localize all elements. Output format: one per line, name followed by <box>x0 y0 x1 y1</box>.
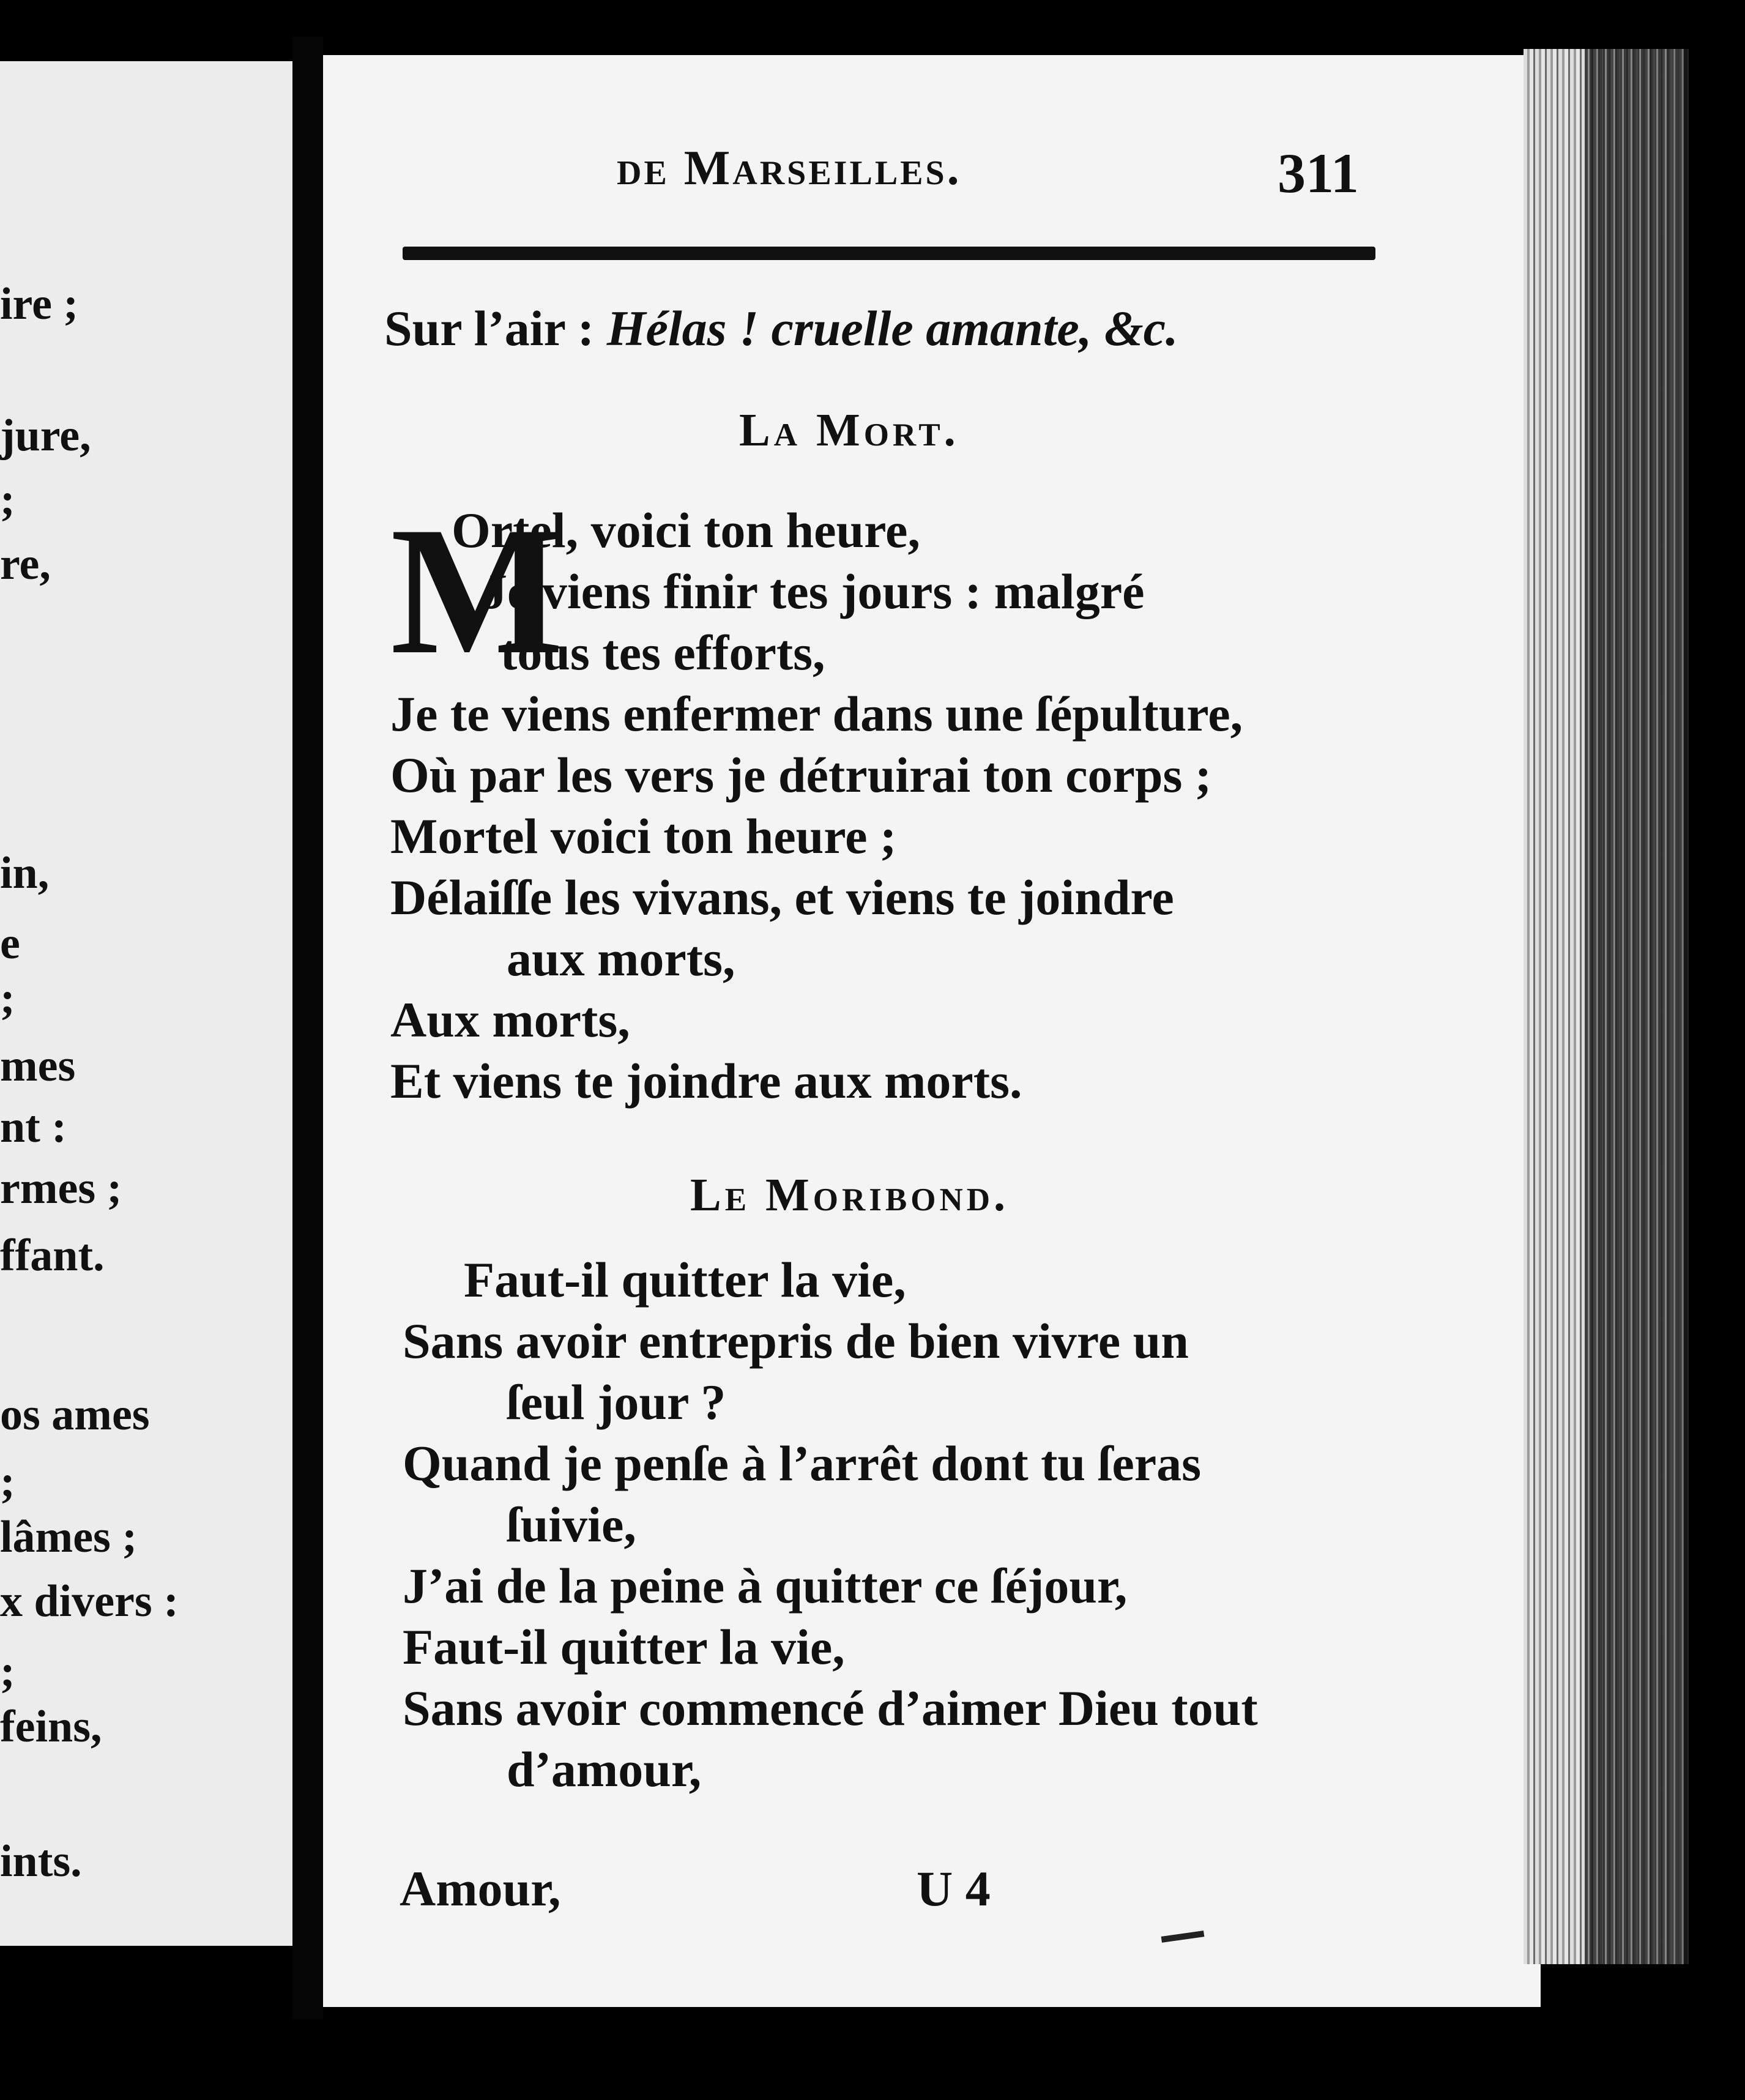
left-page-fragment: ; <box>0 1457 15 1507</box>
verse-line: Faut-il quitter la vie, <box>403 1619 845 1675</box>
ink-mark <box>1161 1931 1205 1943</box>
left-page-fragment: x divers : <box>0 1576 179 1626</box>
verse-line: Je viens finir tes jours : malgré <box>482 564 1145 619</box>
left-page-fragment: ffant. <box>0 1231 105 1281</box>
left-page-fragment: lâmes ; <box>0 1512 137 1562</box>
tune-prefix: Sur l’air : <box>384 300 595 356</box>
verse-line: Sans avoir entrepris de bien vivre un <box>403 1313 1189 1369</box>
running-head: de Marseilles. <box>617 141 962 195</box>
verse-line: Et viens te joindre aux morts. <box>390 1053 1022 1109</box>
section-title-la-mort: La Mort. <box>739 404 959 456</box>
header-rule <box>403 247 1375 260</box>
left-page-fragment: ; <box>0 475 15 525</box>
verse-line: J’ai de la peine à quitter ce ſéjour, <box>403 1558 1128 1614</box>
signature-mark: U 4 <box>917 1861 991 1916</box>
left-page <box>0 61 292 1946</box>
left-page-fragment: rmes ; <box>0 1163 122 1213</box>
left-page-fragment: re, <box>0 539 51 589</box>
left-page-fragment: ire ; <box>0 279 79 329</box>
tune-indication <box>384 300 1178 357</box>
verse-line: Ortel, voici ton heure, <box>452 502 920 558</box>
verse-line: tous tes efforts, <box>500 625 825 680</box>
left-page-fragment: os ames <box>0 1390 150 1440</box>
verse-line: Sans avoir commencé d’aimer Dieu tout <box>403 1680 1258 1736</box>
verse-line: Où par les vers je détruirai ton corps ; <box>390 747 1212 803</box>
verse-line: d’amour, <box>507 1741 702 1797</box>
left-page-fragment: mes <box>0 1041 76 1091</box>
verse-line: Délaiſſe les vivans, et viens te joindre <box>390 869 1174 925</box>
left-page-fragment: jure, <box>0 411 91 461</box>
book-spine <box>292 37 323 2019</box>
verse-line: Quand je penſe à l’arrêt dont tu ſeras <box>403 1435 1202 1491</box>
left-page-fragment: ; <box>0 974 15 1024</box>
right-page <box>323 55 1541 2007</box>
page-edges-shadow <box>1585 49 1689 1964</box>
left-page-fragment: ints. <box>0 1836 82 1886</box>
verse-line: Mortel voici ton heure ; <box>390 808 897 864</box>
drop-cap: M <box>390 489 564 692</box>
left-page-fragment: nt : <box>0 1102 67 1152</box>
section-title-le-moribond: Le Moribond. <box>690 1169 1010 1221</box>
verse-line: aux morts, <box>507 931 735 986</box>
verse-line: Aux morts, <box>390 992 630 1048</box>
left-page-fragment: ; <box>0 1647 15 1697</box>
verse-line: Je te viens enfermer dans une ſépulture, <box>390 686 1243 742</box>
left-page-fragment: in, <box>0 848 50 898</box>
verse-line: ſuivie, <box>507 1497 636 1552</box>
left-page-fragment: e <box>0 918 20 969</box>
verse-line: Faut-il quitter la vie, <box>464 1252 906 1308</box>
left-page-fragment: feins, <box>0 1702 102 1752</box>
page-number: 311 <box>1278 142 1359 204</box>
catchword: Amour, <box>400 1861 561 1916</box>
verse-line: ſeul jour ? <box>507 1374 726 1430</box>
tune-title: Hélas ! cruelle amante, &c. <box>606 300 1178 356</box>
